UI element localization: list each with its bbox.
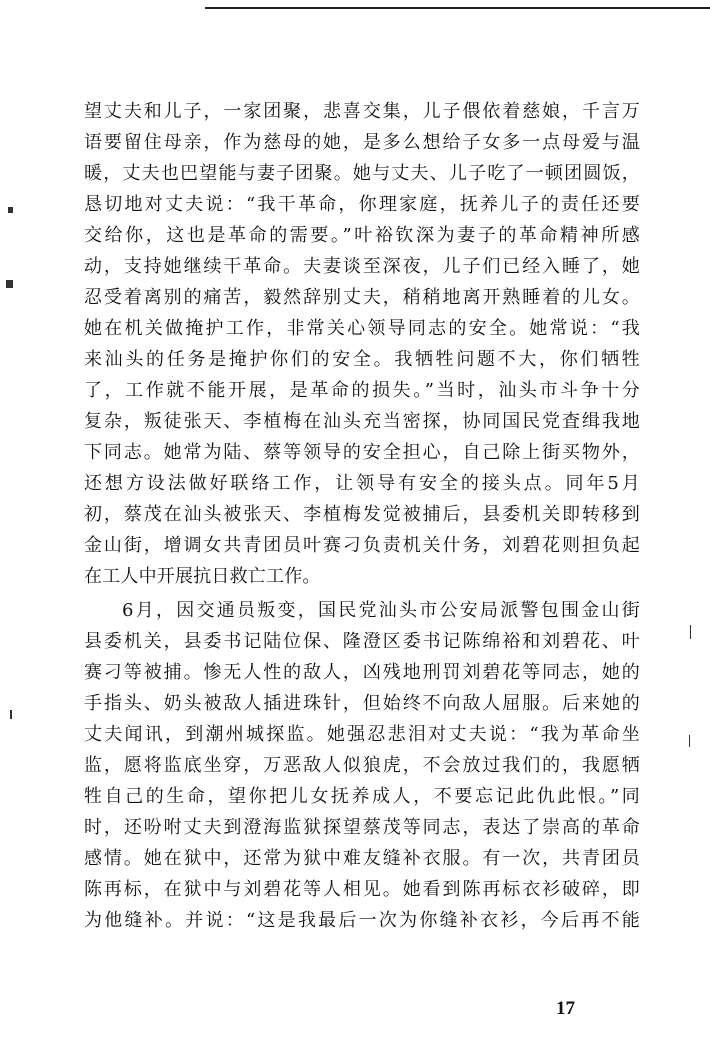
text-line: 动，支持她继续干革命。夫妻谈至深夜，儿子们已经入睡了，她 [84,256,640,277]
text-line: 金山街，增调女共青团员叶赛刁负责机关什务，刘碧花则担负起 [84,535,640,556]
margin-speck [690,625,691,639]
text-line: 在工人中开展抗日救亡工作。 [84,566,321,587]
text-line: 下同志。她常为陆、蔡等领导的安全担心，自己除上街买物外， [84,442,640,463]
text-line: 复杂，叛徒张天、李植梅在汕头充当密探，协同国民党査缉我地 [84,411,640,432]
text-line: 交给你，这也是革命的需要。”叶裕钦深为妻子的革命精神所感 [84,225,640,246]
paragraph-1 [84,96,640,592]
page-number: 17 [556,998,575,1019]
text-line: 来汕头的任务是掩护你们的安全。我牺牲问题不大，你们牺牲 [84,349,640,370]
text-line: 望丈夫和儿子，一家团聚，悲喜交集，儿子偎依着慈娘，千言万 [84,101,640,122]
margin-speck [689,735,690,747]
text-line: 暖，丈夫也巴望能与妻子团聚。她与丈夫、儿子吃了一顿团圆饭， [84,163,640,184]
text-line: 陈再标，在狱中与刘碧花等人相见。她看到陈再标衣衫破碎，即 [84,879,640,900]
page-text [84,96,640,936]
text-line: 初，蔡茂在汕头被张天、李植梅发觉被捕后，县委机关即转移到 [84,504,640,525]
text-line: 还想方设法做好联络工作，让领导有安全的接头点。同年5月 [84,473,640,494]
text-line: 感情。她在狱中，还常为狱中难友缝补衣服。有一次，共青团员 [84,848,640,869]
text-line: 丈夫闻讯，到潮州城探监。她强忍悲泪对丈夫说：“我为革命坐 [84,724,640,745]
text-line: 县委机关，县委书记陆位保、隆澄区委书记陈绵裕和刘碧花、叶 [84,631,640,652]
margin-speck [10,710,12,719]
text-line: 6月，因交通员叛变，国民党汕头市公安局派警包围金山街 [122,600,640,621]
text-line: 为他缝补。并说：“这是我最后一次为你缝补衣衫，今后再不能 [84,910,640,931]
text-line: 她在机关做掩护工作，非常关心领导同志的安全。她常说：“我 [84,318,640,339]
text-line: 牲自己的生命，望你把儿女抚养成人，不要忘记此仇此恨。”同 [84,786,640,807]
text-line: 监，愿将监底坐穿，万恶敌人似狼虎，不会放过我们的，我愿牺 [84,755,640,776]
top-rule [205,7,710,9]
text-line: 语要留住母亲，作为慈母的她，是多么想给子女多一点母爱与温 [84,132,640,153]
text-line: 忍受着离别的痛苦，毅然辞别丈夫，稍稍地离开熟睡着的儿女。 [84,287,640,308]
margin-speck [8,207,13,213]
text-line: 手指头、奶头被敌人插进珠针，但始终不向敌人屈服。后来她的 [84,693,640,714]
text-line: 恳切地对丈夫说：“我干革命，你理家庭，抚养儿子的责任还要 [84,194,640,215]
text-line: 时，还吩咐丈夫到澄海监狱探望蔡茂等同志，表达了崇高的革命 [84,817,640,838]
text-line: 赛刁等被捕。惨无人性的敌人，凶残地刑罚刘碧花等同志，她的 [84,662,640,683]
text-line: 了，工作就不能开展，是革命的损失。”当时，汕头市斗争十分 [84,380,640,401]
paragraph-2 [84,595,640,936]
margin-speck [6,280,13,288]
